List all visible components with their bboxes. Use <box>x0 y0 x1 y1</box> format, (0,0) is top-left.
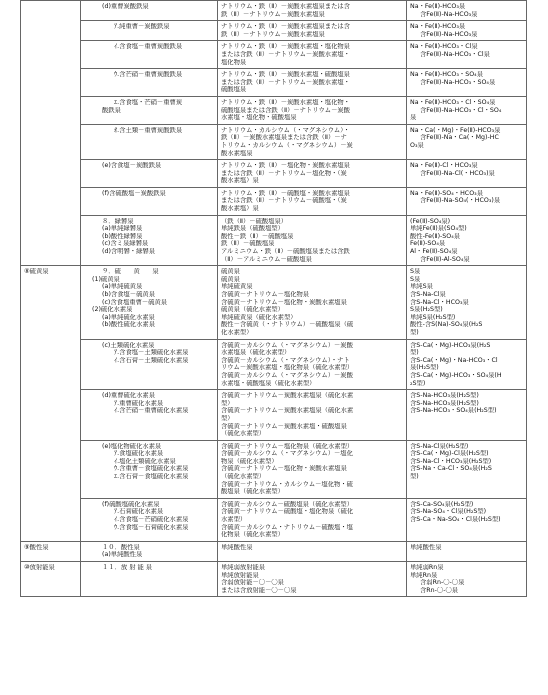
new-name-line: ナトリウム・鉄（Ⅱ）－炭酸水素塩泉または含 <box>221 23 350 31</box>
table-row <box>21 440 527 498</box>
formula-line: Na・Ca(・Mg)・Fe(Ⅱ)-HCO₃泉 <box>410 126 501 134</box>
formula-line: Na・Fe(Ⅱ)-HCO₃・Cl・SO₄泉 <box>410 98 496 106</box>
new-name-line: 水素塩・硫酸塩泉（硫化水素型） <box>221 379 316 387</box>
old-name-line: (d)含明礬・緑礬泉 <box>102 248 155 256</box>
new-name-cell <box>218 498 407 541</box>
old-name-line: (b)酸性緑礬泉 <box>102 232 143 240</box>
formula-cell <box>407 124 527 159</box>
old-name-line: (e)塩化物硫化水素泉 <box>102 442 162 450</box>
old-name-line: １１．放 射 能 泉 <box>102 564 153 571</box>
formula-line: 含S-Na-HCO₃泉(H₂S型) <box>410 392 479 400</box>
formula-line: 含Fe(Ⅱ)-Na-Cl(・HCO₃)泉 <box>420 169 495 177</box>
new-name-line: 含硫黄－ナトリウム－炭酸水素塩・硫酸塩泉 <box>221 422 347 430</box>
new-name-line: 酸水素塩）泉 <box>221 205 259 213</box>
formula-line: 単純S泉(H₂S型) <box>410 313 456 321</box>
old-name-cell <box>81 562 218 597</box>
formula-line: 含S-Na-HCO₃泉(H₂S型) <box>410 399 479 407</box>
formula-cell <box>407 160 527 188</box>
old-name-cell <box>81 215 218 266</box>
old-name-line: ｴ.含食塩・芒硝－重曹炭 <box>114 98 183 106</box>
formula-line: 含Fe(Ⅱ)-Na・Ca(・Mg)-HC <box>420 134 499 142</box>
formula-line: 含S-Na-Cl泉(H₂S型) <box>410 442 469 450</box>
new-name-line: 含硫黄－ナトリウム－塩化物泉 <box>221 291 310 298</box>
new-name-line: ナトリウム・鉄（Ⅱ）－炭酸水素塩泉または含 <box>221 3 350 10</box>
formula-line: 含S-Na-Cl・HCO₃泉(H₂S型) <box>410 457 492 465</box>
old-name-cell <box>81 440 218 498</box>
old-name-cell <box>81 541 218 561</box>
new-name-line: ナトリウム・鉄（Ⅱ）－硫酸塩・炭酸水素塩泉 <box>221 189 350 197</box>
new-name-line: 含硫黄－ナトリウム－硫酸塩・塩化物泉（硫化 <box>221 508 354 516</box>
old-name-line: (a)単純硫化水素泉 <box>102 313 155 321</box>
old-name-line: ｱ.石膏硫化水素泉 <box>114 508 164 516</box>
new-name-line: 塩化物泉 <box>221 58 247 66</box>
table-row <box>21 541 527 561</box>
new-name-cell <box>218 187 407 215</box>
hot-spring-classification-table <box>20 0 527 597</box>
formula-cell <box>407 440 527 498</box>
formula-cell <box>407 96 527 124</box>
new-name-line: 単純弱放射能泉 <box>221 564 266 571</box>
formula-line: 含Fe(Ⅱ)-Na-SO₄(・HCO₃)泉 <box>420 197 501 205</box>
new-name-line: 含硫黄－カルシウム（・マグネシウム）・ナト <box>221 356 350 364</box>
table-row <box>21 266 527 339</box>
old-name-line: (b)酸性硫化水素泉 <box>102 321 155 329</box>
old-name-line: (1)硫黄泉 <box>92 275 120 283</box>
formula-cell <box>407 187 527 215</box>
new-name-line: （鉄（Ⅱ）－硫酸塩泉） <box>221 217 288 225</box>
formula-line: Fe(Ⅱ)-SO₄泉 <box>410 240 446 248</box>
formula-cell <box>407 215 527 266</box>
old-name-line: ｲ.含食塩－重曹炭酸鉄泉 <box>114 43 183 51</box>
old-name-cell <box>81 1 218 21</box>
old-name-cell <box>81 124 218 159</box>
old-name-cell <box>81 21 218 41</box>
new-name-cell <box>218 124 407 159</box>
new-name-cell <box>218 541 407 561</box>
formula-cell <box>407 69 527 97</box>
new-name-line: ナトリウム・鉄（Ⅱ）－炭酸水素塩・塩化物・ <box>221 98 350 106</box>
old-name-line: (a)単純緑礬泉 <box>102 225 143 233</box>
new-name-line: 単純放射能泉 <box>221 571 259 579</box>
new-name-line: 含硫黄－ナトリウム－塩化物・炭酸水素塩泉 <box>221 298 347 306</box>
new-name-cell <box>218 96 407 124</box>
formula-line: 泉(H₂S型) <box>410 364 439 372</box>
old-name-line: １０．酸性泉 <box>102 543 140 551</box>
new-name-cell <box>218 390 407 441</box>
new-name-cell <box>218 160 407 188</box>
formula-line: 含S-Na・Ca-Cl・SO₄泉(H₂S <box>410 465 492 473</box>
formula-cell <box>407 390 527 441</box>
old-name-line: (f)含硫酸塩－炭酸鉄泉 <box>102 189 166 197</box>
new-name-line: ナトリウム・鉄（Ⅱ）－塩化物・炭酸水素塩泉 <box>221 162 350 170</box>
formula-cell <box>407 41 527 69</box>
new-name-line: 型） <box>221 399 234 407</box>
old-name-line: (2)硫化水素泉 <box>92 306 133 314</box>
new-name-cell <box>218 266 407 339</box>
new-name-line: 含硫黄－カルシウム（・マグネシウム）－炭酸 <box>221 371 353 379</box>
old-name-line: ｱ.重曹硫化水素泉 <box>114 399 164 407</box>
formula-line: ₂S型) <box>410 379 426 387</box>
formula-line: 含S-Ca-SO₄泉(H₂S型) <box>410 500 474 508</box>
formula-cell <box>407 1 527 21</box>
old-name-line: (b)含食塩－硫黄泉 <box>102 291 155 298</box>
formula-line: 単純Fe(Ⅱ)泉(SO₄型) <box>410 225 467 233</box>
new-name-line: 鉄（Ⅱ）－硫酸塩泉 <box>221 240 275 248</box>
formula-line: 酸性-Fe(Ⅱ)-SO₄泉 <box>410 232 461 240</box>
new-name-line: 硫黄泉（硫化水素型） <box>221 306 284 314</box>
formula-line: Na・Fe(Ⅱ)-HCO₃泉 <box>410 23 466 31</box>
old-name-line: ９．硫 黄 泉 <box>102 268 159 276</box>
spring-category-label: ⑨酸性泉 <box>24 543 49 551</box>
old-name-line: ｲ.含芒硝－重曹硫化水素泉 <box>114 407 189 415</box>
old-name-line: (a)単純酸性泉 <box>102 551 143 559</box>
spring-category-label: ⑧硫黄泉 <box>24 268 49 276</box>
old-name-line: 酸鉄泉 <box>102 106 121 114</box>
new-name-line: 含弱放射能－〇－〇泉 <box>221 579 284 587</box>
formula-line: O₃泉 <box>410 141 424 149</box>
new-name-line: 含硫黄－カルシウム（・マグネシウム）－塩化 <box>221 450 353 458</box>
old-name-line: (c)土類硫化水素泉 <box>102 341 155 349</box>
new-name-line: 含硫黄－ナトリウム－塩化物・炭酸水素塩泉 <box>221 465 347 473</box>
formula-line: 含Fe(Ⅱ)-Na-HCO₃・Cl・SO₄ <box>420 106 502 114</box>
formula-line: S泉 <box>410 268 421 276</box>
table-row <box>21 215 527 266</box>
new-name-line: トリウム・カルシウム（・マグネシウム）－炭 <box>221 141 353 149</box>
formula-line: 酸性-含S(Na)-SO₄泉(H₂S <box>410 321 483 329</box>
new-name-line: 単純酸性泉 <box>221 543 253 551</box>
new-name-line: 化物泉（硫化水素型） <box>221 531 284 539</box>
new-name-line: リウム－炭酸水素塩・塩化物泉（硫化水素型） <box>221 364 354 372</box>
new-name-line: （硫化水素型） <box>221 473 266 481</box>
old-name-line: ｱ.純重曹－炭酸鉄泉 <box>114 23 170 31</box>
new-name-line: 鉄（Ⅱ）－ナトリウム－炭酸水素塩泉 <box>221 30 325 38</box>
old-name-line: ｳ.含食塩－石膏硫化水素泉 <box>114 523 189 531</box>
formula-line: 含弱Rn-〇-〇泉 <box>420 579 465 587</box>
new-name-line: 含硫黄－カルシウム・ナトリウム－硫酸塩・塩 <box>221 523 353 531</box>
new-name-line: 硫酸塩泉または含鉄（Ⅱ）－ナトリウム－炭酸 <box>221 106 350 114</box>
formula-cell <box>407 498 527 541</box>
new-name-line: ナトリウム・カルシウム（・マグネシウム）・ <box>221 126 350 134</box>
formula-line: 含Fe(Ⅱ)-Na-HCO₃・Cl泉 <box>420 50 490 58</box>
formula-line: 含S-Na-HCO₃・SO₄泉(H₂S型) <box>410 407 497 415</box>
new-name-line: 化水素型） <box>221 328 253 336</box>
old-name-line: (f)硫酸塩硫化水素泉 <box>102 500 160 508</box>
new-name-line: 水素塩・塩化物・硫酸塩泉 <box>221 114 297 122</box>
new-name-line: ナトリウム・鉄（Ⅱ）－炭酸水素塩・塩化物泉 <box>221 43 350 51</box>
old-name-line: (d)重曹硫化水素泉 <box>102 392 155 400</box>
formula-cell <box>407 541 527 561</box>
new-name-line: 酸水素塩）泉 <box>221 177 259 185</box>
new-name-line: 硫黄泉 <box>221 268 240 276</box>
formula-cell <box>407 339 527 390</box>
formula-cell <box>407 266 527 339</box>
new-name-line: （硫化水素型） <box>221 430 266 438</box>
old-name-line: ｳ.含芒硝－重曹炭酸鉄泉 <box>114 71 183 79</box>
new-name-line: 含硫黄－ナトリウム－炭酸水素塩泉（硫化水素 <box>221 392 354 400</box>
formula-line: 単純弱Rn泉 <box>410 564 444 571</box>
formula-line: 泉 <box>410 114 417 122</box>
new-name-line: 鉄（Ⅱ）－炭酸水素塩泉または含鉄（Ⅱ）－ナ <box>221 134 347 142</box>
table-row <box>21 21 527 41</box>
table-row <box>21 160 527 188</box>
spring-category-cell <box>21 541 81 561</box>
old-name-cell <box>81 41 218 69</box>
formula-line: S泉(H₂S型) <box>410 306 443 314</box>
new-name-line: または含鉄（Ⅱ）－ナトリウム－硫酸塩・（炭 <box>221 197 347 205</box>
formula-line: 含S-Ca(・Mg)-HCO₃・SO₄泉(H <box>410 371 502 379</box>
new-name-line: または含放射能－〇－〇泉 <box>221 586 297 594</box>
old-name-line: ｲ.塩化土類硫化水素泉 <box>114 457 176 465</box>
old-name-cell <box>81 339 218 390</box>
new-name-cell <box>218 215 407 266</box>
new-name-line: 水素塩泉（硫化水素型） <box>221 349 291 357</box>
old-name-line: (a)単純硫黄泉 <box>102 283 143 291</box>
table-row <box>21 562 527 597</box>
formula-line: 含Fe(Ⅱ)-Na-HCO₃泉 <box>420 30 478 38</box>
formula-line: Na・Fe(Ⅱ)-SO₄・HCO₃泉 <box>410 189 483 197</box>
formula-line: S泉 <box>410 275 421 283</box>
new-name-line: 硫酸塩泉 <box>221 86 247 94</box>
new-name-cell <box>218 562 407 597</box>
formula-line: 型) <box>410 349 419 357</box>
formula-line: 単純酸性泉 <box>410 543 442 551</box>
new-name-line: アルミニウム・鉄（Ⅱ）－硫酸塩泉または含鉄 <box>221 248 350 256</box>
new-name-cell <box>218 339 407 390</box>
formula-line: 含Fe(Ⅱ)-Na-HCO₃・SO₄泉 <box>420 78 496 86</box>
old-name-cell <box>81 498 218 541</box>
old-name-cell <box>81 69 218 97</box>
old-name-line: (c)含ミ泉緑礬泉 <box>102 240 149 248</box>
old-name-line: ｱ.食塩硫化水素泉 <box>114 450 164 458</box>
formula-line: 含Fe(Ⅱ)-Al-SO₄泉 <box>420 255 470 263</box>
old-name-line: ｱ.含食塩－土類硫化水素泉 <box>114 349 189 357</box>
table-row <box>21 69 527 97</box>
spring-category-cell <box>21 562 81 597</box>
formula-line: 含Fe(Ⅱ)-Na-HCO₃泉 <box>420 10 478 18</box>
spring-category-cell <box>21 1 81 266</box>
new-name-line: （Ⅱ）－アルミニウム－硫酸塩泉 <box>221 255 312 263</box>
new-name-line: または含鉄（Ⅱ）－ナトリウム－炭酸水素塩・ <box>221 78 350 86</box>
new-name-cell <box>218 69 407 97</box>
old-name-line: ｳ.含重曹－食塩硫化水素泉 <box>114 465 189 473</box>
table-row <box>21 1 527 21</box>
new-name-line: 酸性－含硫黄（・ナトリウム）－硫酸塩泉（硫 <box>221 321 354 329</box>
old-name-line: ｴ.含石膏－食塩硫化水素泉 <box>114 473 189 481</box>
new-name-cell <box>218 41 407 69</box>
new-name-cell <box>218 440 407 498</box>
old-name-line: ８．緑礬泉 <box>102 217 134 225</box>
formula-line: Na・Fe(Ⅱ)-HCO₃・SO₄泉 <box>410 71 483 79</box>
formula-line: 型) <box>410 473 419 481</box>
table-row <box>21 96 527 124</box>
formula-line: Al・Fe(Ⅱ)-SO₄泉 <box>410 248 458 256</box>
table-row <box>21 339 527 390</box>
old-name-line: ｲ.含食塩－芒硝硫化水素泉 <box>114 516 189 524</box>
new-name-line: 含硫黄－ナトリウム・カルシウム－塩化物・硫 <box>221 480 353 488</box>
formula-line: 含S-Ca(・Mg)・Na-HCO₃・Cl <box>410 356 498 364</box>
table-row <box>21 498 527 541</box>
old-name-line: ｵ.含土類－重曹炭酸鉄泉 <box>114 126 183 134</box>
formula-line: Na・Fe(Ⅱ)-Cl・HCO₃泉 <box>410 162 478 170</box>
old-name-cell <box>81 160 218 188</box>
formula-line: 単純Rn泉 <box>410 571 438 579</box>
spring-category-label: ⑩放射能泉 <box>24 564 55 571</box>
formula-line: 含S-Ca(・Mg)-HCO₃泉(H₂S <box>410 341 491 349</box>
new-name-line: 単純硫黄泉 <box>221 283 253 291</box>
old-name-cell <box>81 187 218 215</box>
new-name-line: 酸水素塩泉 <box>221 149 253 157</box>
formula-line: Na・Fe(Ⅱ)-HCO₃・Cl泉 <box>410 43 478 51</box>
new-name-line: ナトリウム・鉄（Ⅱ）－炭酸水素塩・硫酸塩泉 <box>221 71 350 79</box>
new-name-cell <box>218 21 407 41</box>
new-name-line: 型） <box>221 414 234 422</box>
new-name-line: 単純鉄泉（硫酸塩型） <box>221 225 284 233</box>
new-name-line: 含硫黄－ナトリウム－塩化物泉（硫化水素型） <box>221 442 354 450</box>
new-name-line: 物泉（硫化水素型） <box>221 457 278 465</box>
old-name-line: ｲ.含石膏－土類硫化水素泉 <box>114 356 189 364</box>
formula-line: 含S-Ca・Na-SO₄・Cl泉(H₂S型) <box>410 516 501 524</box>
formula-line: 含S-Na-Cl泉 <box>410 291 446 298</box>
formula-line: 含Rn-〇-〇泉 <box>420 586 459 594</box>
table-row <box>21 41 527 69</box>
new-name-line: 酸塩泉（硫化水素型） <box>221 488 284 496</box>
new-name-line: 含硫黄－カルシウム（・マグネシウム）－炭酸 <box>221 341 353 349</box>
formula-line: 含S-Na-Cl・HCO₃泉 <box>410 298 469 306</box>
old-name-cell <box>81 96 218 124</box>
spring-category-cell <box>21 266 81 542</box>
new-name-line: 酸性－鉄（Ⅱ）－硫酸塩泉 <box>221 232 294 240</box>
new-name-line: 硫黄泉 <box>221 275 240 283</box>
old-name-cell <box>81 390 218 441</box>
old-name-cell <box>81 266 218 339</box>
formula-line: Na・Fe(Ⅱ)-HCO₃泉 <box>410 3 466 10</box>
new-name-line: または含鉄（Ⅱ）－ナトリウム－塩化物・（炭 <box>221 169 347 177</box>
formula-line: 含S-Na-SO₄・Cl泉(H₂S型) <box>410 508 487 516</box>
new-name-cell <box>218 1 407 21</box>
old-name-line: (c)含食塩重曹－硫黄泉 <box>102 298 168 306</box>
table-row <box>21 124 527 159</box>
formula-cell <box>407 21 527 41</box>
old-name-line: (e)含食塩－炭酸鉄泉 <box>102 162 162 170</box>
table-row <box>21 187 527 215</box>
formula-line: 型) <box>410 328 419 336</box>
formula-line: (Fe(Ⅱ)-SO₄泉) <box>410 217 451 225</box>
new-name-line: 含硫黄－カルシウム－硫酸塩泉（硫化水素型） <box>221 500 354 508</box>
formula-line: 含S-Ca(・Mg)-Cl泉(H₂S型) <box>410 450 489 458</box>
formula-line: 単純S泉 <box>410 283 433 291</box>
new-name-line: 含硫黄－ナトリウム－炭酸水素塩泉（硫化水素 <box>221 407 354 415</box>
new-name-line: 単純硫黄泉（硫化水素型） <box>221 313 297 321</box>
old-name-line: (d)重曹炭酸鉄泉 <box>102 3 149 10</box>
new-name-line: 水素型） <box>221 516 247 524</box>
formula-cell <box>407 562 527 597</box>
new-name-line: 鉄（Ⅱ）－ナトリウム－炭酸水素塩泉 <box>221 10 325 18</box>
new-name-line: または含鉄（Ⅱ）－ナトリウム－炭酸水素塩・ <box>221 50 350 58</box>
table-row <box>21 390 527 441</box>
